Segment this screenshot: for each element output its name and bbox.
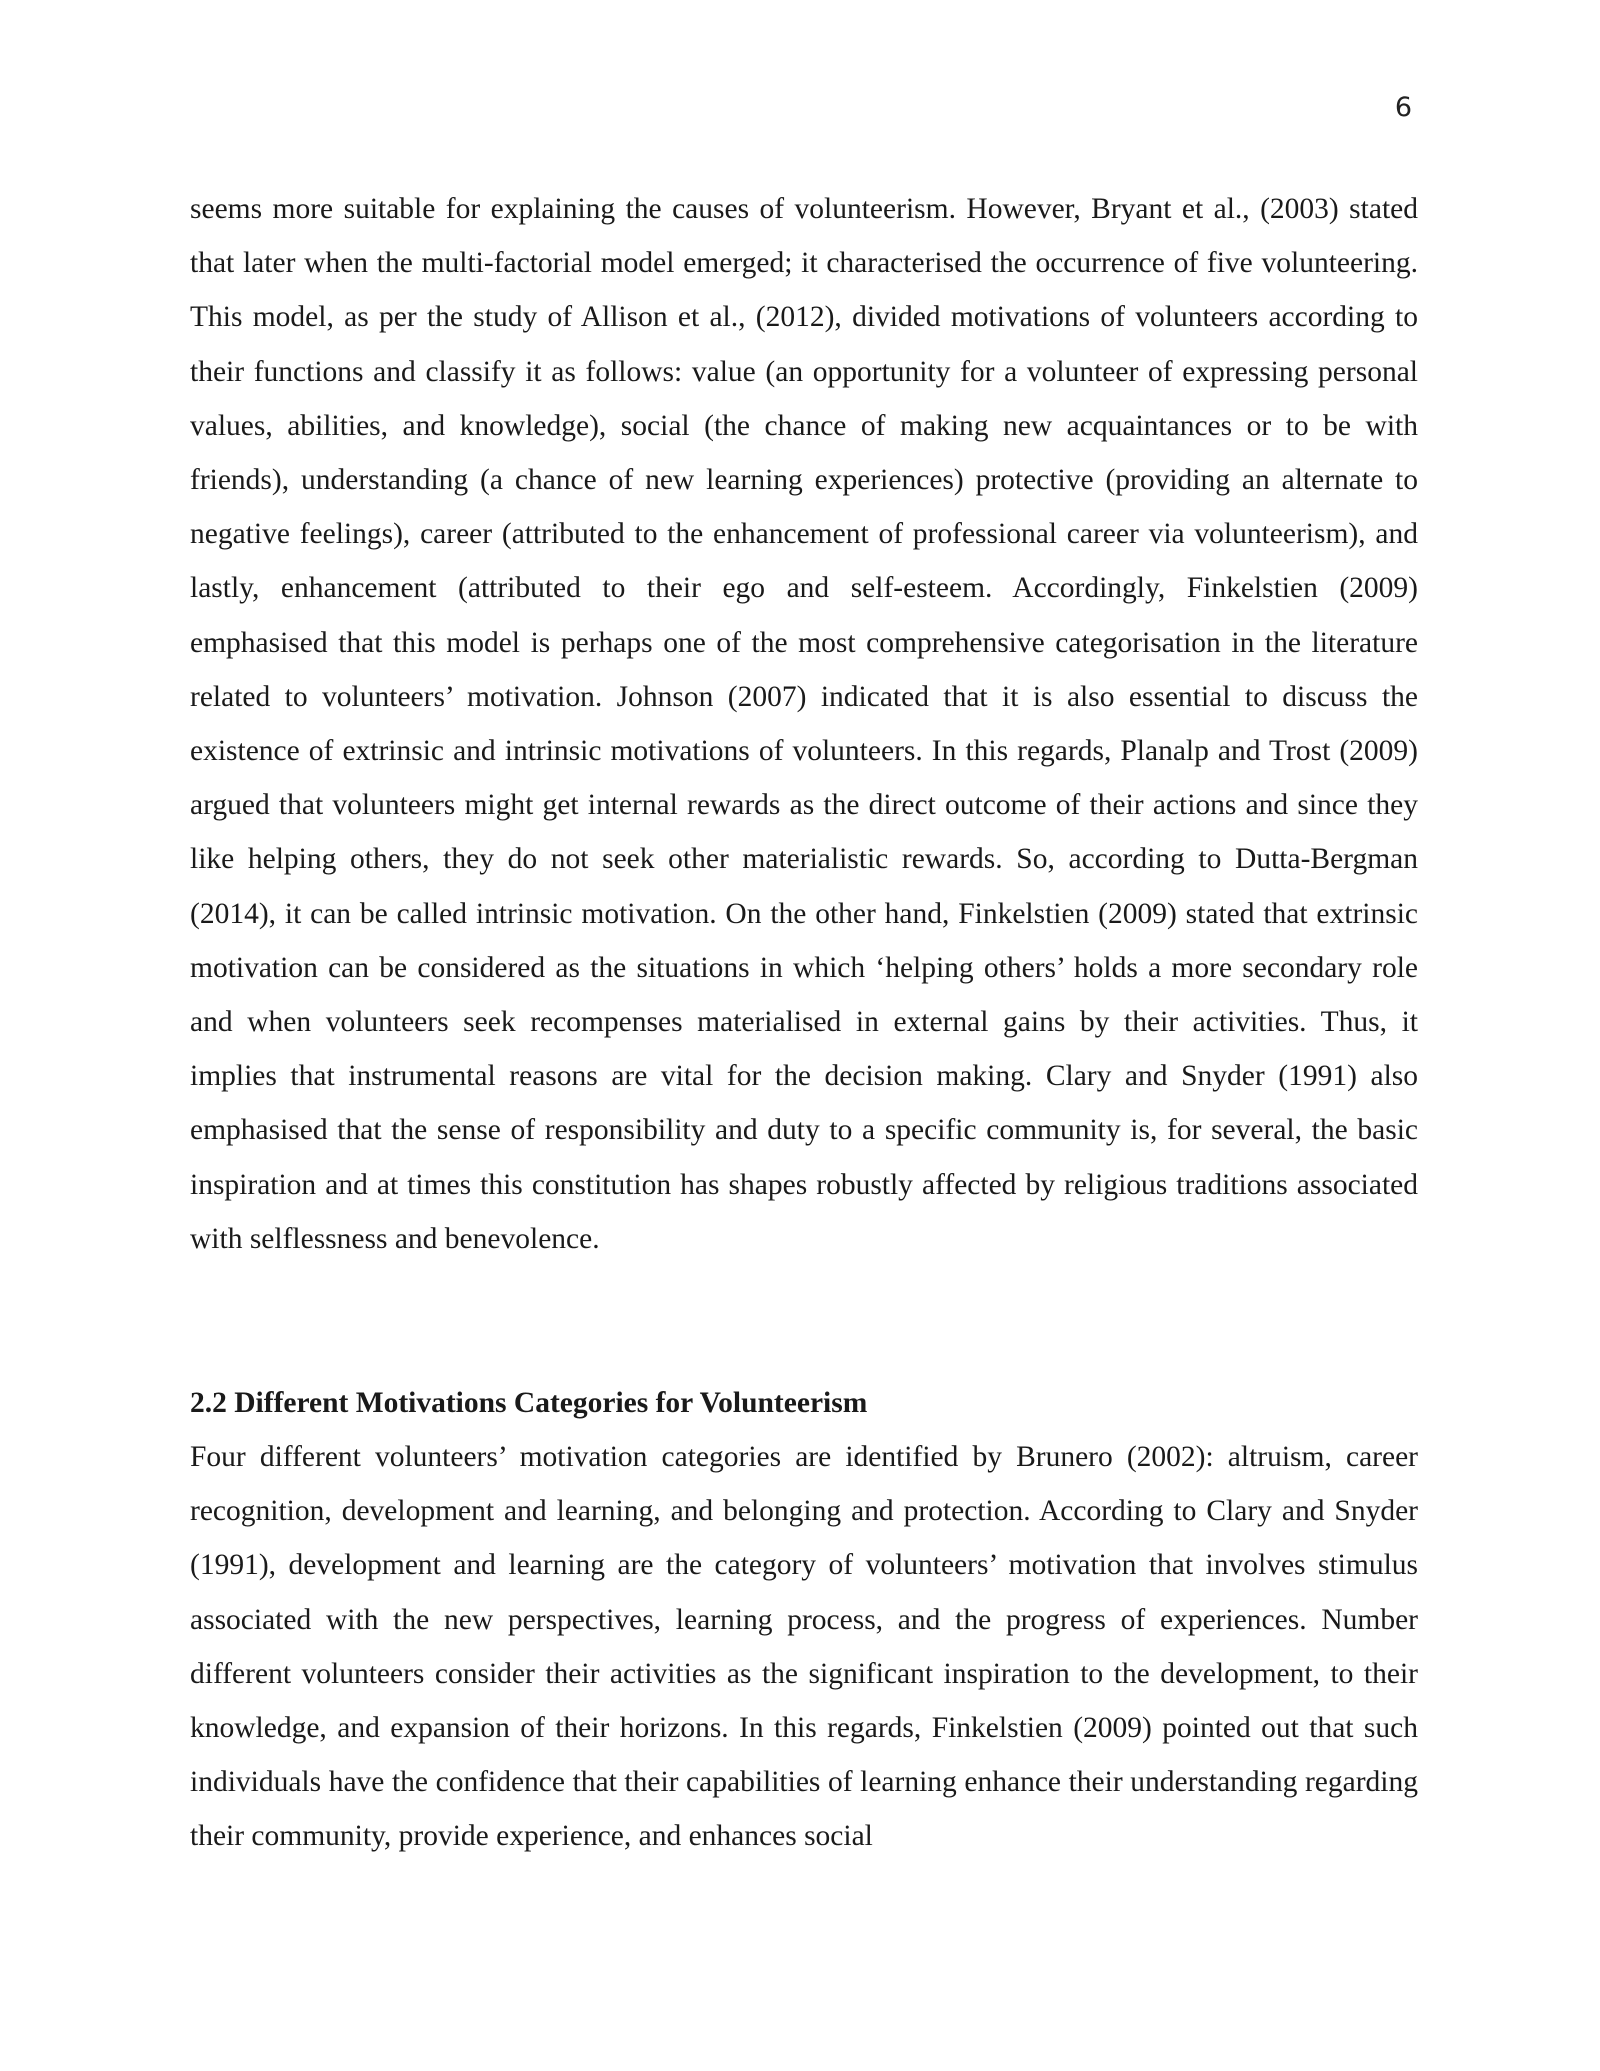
section-heading: 2.2 Different Motivations Categories for Volunteerism [190,1387,868,1419]
body-paragraph-2: Four different volunteers’ motivation categories are identified by Brunero (2002): altruism, career recognition, development and learning, and belonging and protection. According to Clary and Snyder (1991), development and learning are the category of volunteers’ motivation that involves stimulus associated with the new perspectives, learning process, and the progress of experiences. Number different volunteers consider their activities as the significant inspiration to the development, to their knowledge, and expansion of their horizons. In this regards, Finkelstien (2009) pointed out that such individuals have the confidence that their capabilities of learning enhance their understanding regarding their community, provide experience, and enhances social [190,1441,1418,1853]
page-number: 6 [1394,92,1412,123]
body-paragraph-1: seems more suitable for explaining the causes of volunteerism. However, Bryant et al., (2003) stated that later when the multi-factorial model emerged; it characterised the occurrence of five volunteering. This model, as per the study of Allison et al., (2012), divided motivations of volunteers according to their functions and classify it as follows: value (an opportunity for a volunteer of expressing personal values, abilities, and knowledge), social (the chance of making new acquaintances or to be with friends), understanding (a chance of new learning experiences) protective (providing an alternate to negative feelings), career (attributed to the enhancement of professional career via volunteerism), and lastly, enhancement (attributed to their ego and self-esteem. Accordingly, Finkelstien (2009) emphasised that this model is perhaps one of the most comprehensive categorisation in the literature related to volunteers’ motivation. Johnson (2007) indicated that it is also essential to discuss the existence of extrinsic and intrinsic motivations of volunteers. In this regards, Planalp and Trost (2009) argued that volunteers might get internal rewards as the direct outcome of their actions and since they like helping others, they do not seek other materialistic rewards. So, according to Dutta-Bergman (2014), it can be called intrinsic motivation. On the other hand, Finkelstien (2009) stated that extrinsic motivation can be considered as the situations in which ‘helping others’ holds a more secondary role and when volunteers seek recompenses materialised in external gains by their activities. Thus, it implies that instrumental reasons are vital for the decision making. Clary and Snyder (1991) also emphasised that the sense of responsibility and duty to a specific community is, for several, the basic inspiration and at times this constitution has shapes robustly affected by religious traditions associated with selflessness and benevolence. [190,193,1418,1255]
